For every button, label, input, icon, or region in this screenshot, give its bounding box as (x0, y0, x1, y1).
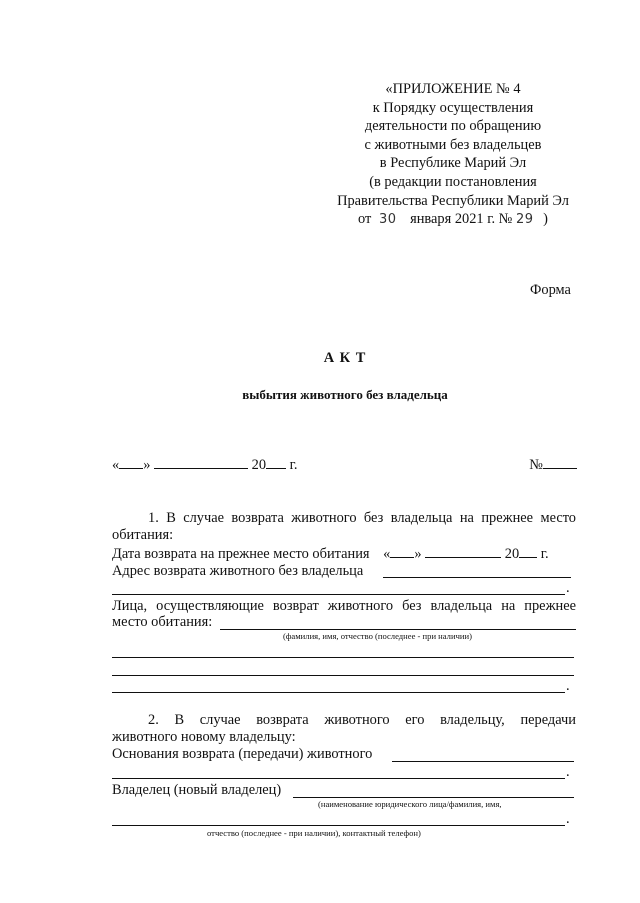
section1-heading-line2: обитания: (112, 527, 174, 543)
document-subtitle: выбытия животного без владельца (242, 387, 448, 402)
address-field-line-2 (112, 594, 565, 595)
owner-hint-2: отчество (последнее - при наличии), контактный телефон) (207, 828, 421, 838)
section2-heading-line2: животного новому владельцу: (112, 729, 296, 745)
header-date-number: 29 (516, 212, 534, 228)
grounds-label: Основания возврата (передачи) животного (112, 746, 373, 762)
grounds-line-end: . (566, 764, 570, 780)
persons-field-line-3 (112, 675, 574, 676)
address-line-end: . (566, 580, 570, 596)
owner-label: Владелец (новый владелец) (112, 782, 282, 798)
act-date-year-blank (266, 456, 286, 469)
act-date-open-quote: « (112, 457, 120, 473)
act-date-day-blank (119, 456, 143, 469)
header-date-suffix: ) (543, 211, 548, 228)
address-field-line (383, 577, 571, 578)
grounds-field-line-2 (112, 778, 565, 779)
header-line-6: (в редакции постановления (369, 173, 537, 190)
persons-field-line (220, 629, 576, 630)
act-number-label: № (529, 457, 543, 473)
owner-hint-1: (наименование юридического лица/фамилия, имя, (318, 799, 502, 809)
persons-line-end: . (566, 678, 570, 694)
return-date-line (112, 545, 577, 563)
act-number (529, 456, 577, 474)
header-date-month-year: января 2021 г. № (410, 211, 513, 228)
owner-field-line-2 (112, 825, 565, 826)
act-date-year-suffix: г. (289, 457, 298, 473)
appendix-header (318, 80, 588, 230)
act-date-month-blank (154, 456, 248, 469)
act-number-blank (543, 456, 577, 469)
return-date-open-quote: « (383, 546, 391, 562)
persons-label: место обитания: (112, 614, 213, 630)
act-date-close-quote: » (143, 457, 151, 473)
owner-field-line (293, 797, 574, 798)
header-date-day: 30 (378, 212, 397, 228)
return-date-year-prefix: 20 (504, 546, 520, 562)
header-line-3: деятельности по обращению (364, 118, 542, 135)
header-date-prefix: от (358, 211, 372, 228)
header-line-1: «ПРИЛОЖЕНИЕ № 4 (385, 81, 521, 97)
header-date-line (318, 210, 588, 230)
section1-heading-line1: 1. В случае возврата животного без владельца на прежнее место (148, 510, 576, 526)
act-date-line (112, 456, 577, 474)
grounds-field-line (392, 761, 574, 762)
return-date-label: Дата возврата на прежнее место обитания (112, 546, 370, 562)
return-date-suffix: г. (540, 546, 549, 562)
return-date-day-blank (390, 545, 414, 558)
persons-field-line-2 (112, 657, 574, 658)
return-date-year-blank (519, 545, 537, 558)
document-title: А К Т (323, 350, 367, 366)
header-line-4: с животными без владельцев (364, 136, 542, 153)
header-line-7: Правительства Республики Марий Эл (337, 192, 569, 209)
persons-hint: (фамилия, имя, отчество (последнее - при наличии) (283, 631, 472, 641)
owner-line-end: . (566, 811, 570, 827)
header-line-2: к Порядку осуществления (372, 99, 534, 116)
header-line-5: в Республике Марий Эл (379, 155, 527, 172)
address-label: Адрес возврата животного без владельца (112, 563, 364, 579)
persons-line1: Лица, осуществляющие возврат животного без владельца на прежнее (112, 598, 576, 614)
form-label: Форма (530, 282, 571, 298)
section2-heading-line1: 2. В случае возврата животного его владельцу, передачи (148, 712, 576, 728)
return-date-month-blank (425, 545, 501, 558)
act-date-year-prefix: 20 (251, 457, 267, 473)
return-date-close-quote: » (414, 546, 422, 562)
persons-field-line-4 (112, 692, 565, 693)
